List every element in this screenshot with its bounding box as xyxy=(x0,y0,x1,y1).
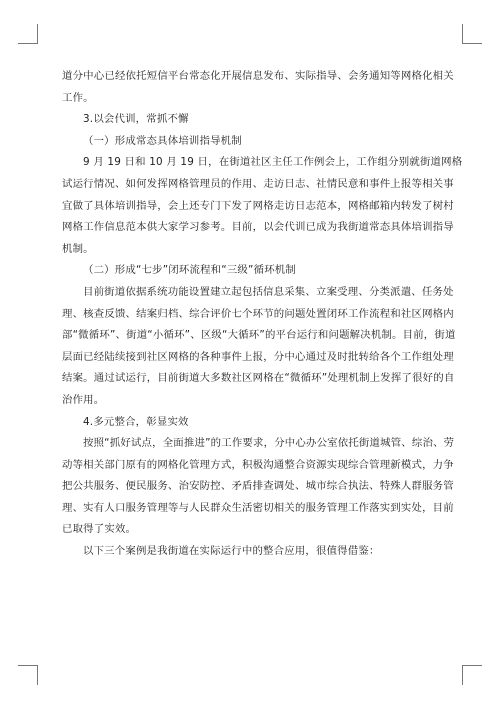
text-line: 治作用。 xyxy=(62,393,105,406)
crop-mark-top-left-vertical xyxy=(37,24,38,44)
text-line: 理、核查反馈、结案归档、综合评价七个环节的问题处置闭环工作流程和社区网格内 xyxy=(62,307,454,320)
text-line: 理、实有人口服务管理等与人民群众生活密切相关的服务管理工作落实到实处，目前 xyxy=(62,501,454,514)
section-heading-3: 3.以会代训，常抓不懈 xyxy=(83,113,189,126)
text-line: 宜做了具体培训指导，会上还专门下发了网格走访日志范本，网格邮箱内转发了树村 xyxy=(62,199,454,212)
crop-mark-top-left-horizontal xyxy=(18,43,38,44)
crop-mark-bottom-left-vertical xyxy=(37,665,38,685)
text-line: 道分中心已经依托短信平台常态化开展信息发布、实际指导、会务通知等网格化相关 xyxy=(62,70,454,82)
text-line: 把公共服务、便民服务、治安防控、矛盾排查调处、城市综合执法、特殊人群服务管 xyxy=(62,480,454,493)
subsection-heading-1: （一）形成常态具体培训指导机制 xyxy=(83,134,242,147)
crop-mark-top-right-vertical xyxy=(462,24,463,44)
text-line: 9 月 19 日和 10 月 19 日，在街道社区主任工作例会上，工作组分别就街道网格 xyxy=(83,156,463,169)
text-line: 结案。通过试运行，目前街道大多数社区网格在“微循环”处理机制上发挥了很好的自 xyxy=(62,372,455,385)
text-line: 部“微循环”、街道“小循环”、区级“大循环”的平台运行和问题解决机制。目前，街道 xyxy=(62,329,456,342)
text-line: 已取得了实效。 xyxy=(62,523,137,536)
text-line: 按照“抓好试点，全面推进”的工作要求，分中心办公室依托街道城管、综治、劳 xyxy=(83,437,455,450)
text-line: 目前街道依据系统功能设置建立起包括信息采集、立案受理、分类派遣、任务处 xyxy=(83,285,454,298)
crop-mark-bottom-right-vertical xyxy=(462,665,463,685)
crop-mark-top-right-horizontal xyxy=(462,43,482,44)
text-line: 动等相关部门原有的网格化管理方式，积极沟通整合资源实现综合管理新模式，力争 xyxy=(62,458,454,471)
subsection-heading-2: （二）形成“七步”闭环流程和“三级”循环机制 xyxy=(83,264,296,277)
section-heading-4: 4.多元整合，彰显实效 xyxy=(83,415,189,428)
text-line: 工作。 xyxy=(62,91,94,104)
crop-mark-bottom-right-horizontal xyxy=(462,665,482,666)
text-line: 以下三个案例是我街道在实际运行中的整合应用，很值得借鉴： xyxy=(83,545,380,558)
text-line: 机制。 xyxy=(62,242,94,255)
document-body xyxy=(62,66,463,563)
text-line: 网格工作信息范本供大家学习参考。目前，以会代训已成为我街道常态具体培训指导 xyxy=(62,221,454,234)
text-line: 层面已经陆续接到社区网格的各种事件上报，分中心通过及时批转给各个工作组处理 xyxy=(62,350,454,363)
crop-mark-bottom-left-horizontal xyxy=(18,665,38,666)
text-line: 试运行情况、如何发挥网格管理员的作用、走访日志、社情民意和事件上报等相关事 xyxy=(62,177,454,190)
